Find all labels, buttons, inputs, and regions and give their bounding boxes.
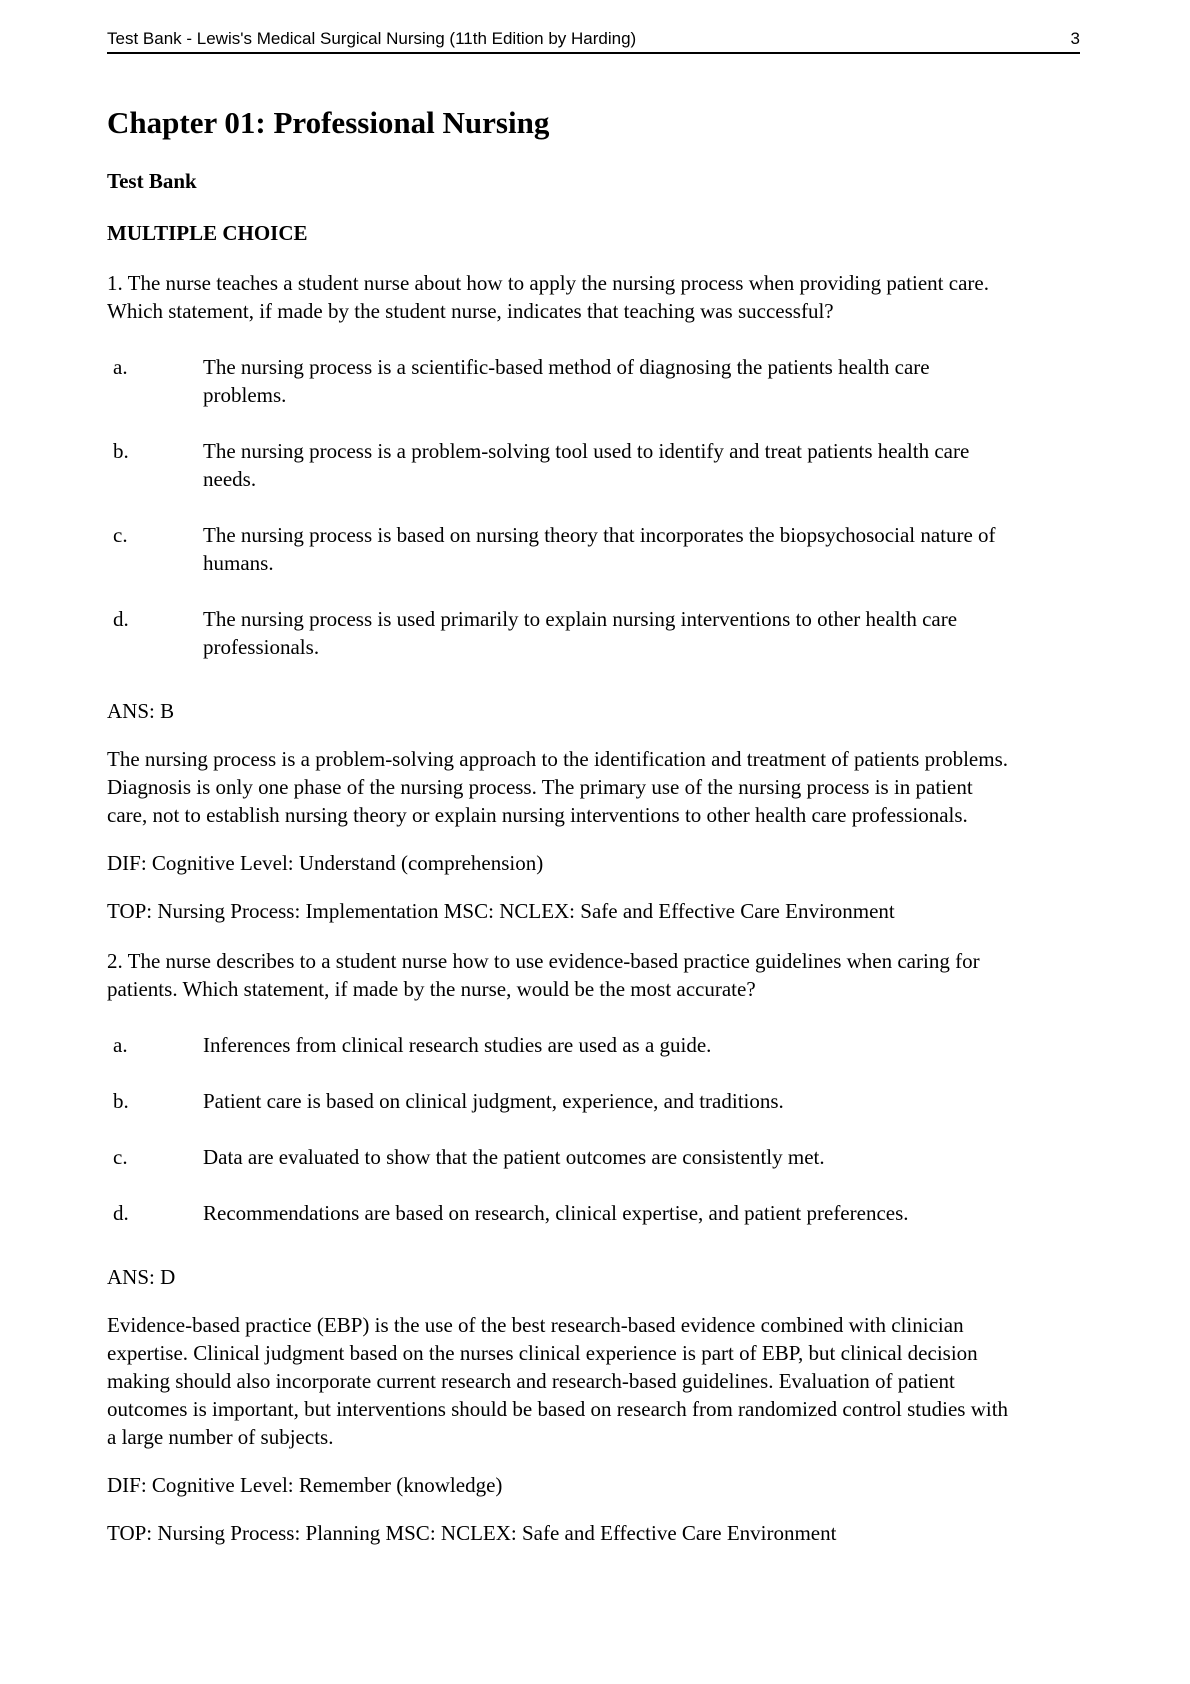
- option-text: Recommendations are based on research, clinical expertise, and patient preferences.: [203, 1201, 909, 1225]
- question-stem: 1. The nurse teaches a student nurse about how to apply the nursing process when providing patient care. Which statement, if made by the student nurse, indicates that teaching was successful?: [107, 271, 989, 323]
- dif-line: DIF: Cognitive Level: Remember (knowledge): [107, 1473, 503, 1497]
- page-content: [107, 104, 1012, 1547]
- option-letter: c.: [113, 1145, 128, 1169]
- question-block-2: [107, 947, 1012, 1547]
- chapter-title: Chapter 01: Professional Nursing: [107, 105, 550, 140]
- option-row-a: [107, 353, 1012, 409]
- section-heading: MULTIPLE CHOICE: [107, 221, 308, 245]
- answer-line: ANS: B: [107, 699, 175, 723]
- option-text: The nursing process is used primarily to explain nursing interventions to other health care professionals.: [203, 607, 958, 659]
- page-header: [107, 0, 1080, 54]
- option-row-c: [107, 521, 1012, 577]
- option-letter: c.: [113, 523, 128, 547]
- option-letter: d.: [113, 1201, 129, 1225]
- option-row-b: [107, 437, 1012, 493]
- option-letter: a.: [113, 355, 128, 379]
- option-text: The nursing process is a scientific-based method of diagnosing the patients health care problems.: [203, 355, 930, 407]
- answer-line: ANS: D: [107, 1265, 176, 1289]
- top-line: TOP: Nursing Process: Planning MSC: NCLEX: Safe and Effective Care Environment: [107, 1521, 837, 1545]
- options-list: [107, 1031, 1012, 1227]
- options-list: [107, 353, 1012, 661]
- option-text: Patient care is based on clinical judgment, experience, and traditions.: [203, 1089, 784, 1113]
- option-row-d: [107, 605, 1012, 661]
- option-letter: a.: [113, 1033, 128, 1057]
- option-letter: b.: [113, 439, 129, 463]
- test-bank-subtitle: Test Bank: [107, 169, 197, 193]
- option-row-b: [107, 1087, 1012, 1115]
- question-stem: 2. The nurse describes to a student nurse how to use evidence-based practice guidelines when caring for patients. Which statement, if made by the nurse, would be the most accurate?: [107, 949, 980, 1001]
- option-text: Data are evaluated to show that the patient outcomes are consistently met.: [203, 1145, 825, 1169]
- top-line: TOP: Nursing Process: Implementation MSC: NCLEX: Safe and Effective Care Environment: [107, 899, 895, 923]
- option-text: The nursing process is based on nursing theory that incorporates the biopsychosocial nature of humans.: [203, 523, 996, 575]
- option-row-a: [107, 1031, 1012, 1059]
- question-block-1: [107, 269, 1012, 925]
- option-letter: b.: [113, 1089, 129, 1113]
- header-title: Test Bank - Lewis's Medical Surgical Nursing (11th Edition by Harding): [107, 29, 637, 48]
- option-row-d: [107, 1199, 1012, 1227]
- page-number: 3: [1070, 29, 1080, 48]
- option-text: Inferences from clinical research studies are used as a guide.: [203, 1033, 712, 1057]
- option-text: The nursing process is a problem-solving tool used to identify and treat patients health care needs.: [203, 439, 970, 491]
- option-letter: d.: [113, 607, 129, 631]
- rationale-text: The nursing process is a problem-solving approach to the identification and treatment of patients problems. Diagnosis is only one phase of the nursing process. The primary use of the nursing process is in patient care, not to establish nursing theory or explain nursing interventions to other health care professionals.: [107, 747, 1009, 827]
- rationale-text: Evidence-based practice (EBP) is the use of the best research-based evidence combined with clinician expertise. Clinical judgment based on the nurses clinical experience is part of EBP, but clinical decision making should also incorporate current research and research-based guidelines. Evaluation of patient outcomes is important, but interventions should be based on research from randomized control studies with a large number of subjects.: [107, 1313, 1009, 1449]
- dif-line: DIF: Cognitive Level: Understand (comprehension): [107, 851, 544, 875]
- option-row-c: [107, 1143, 1012, 1171]
